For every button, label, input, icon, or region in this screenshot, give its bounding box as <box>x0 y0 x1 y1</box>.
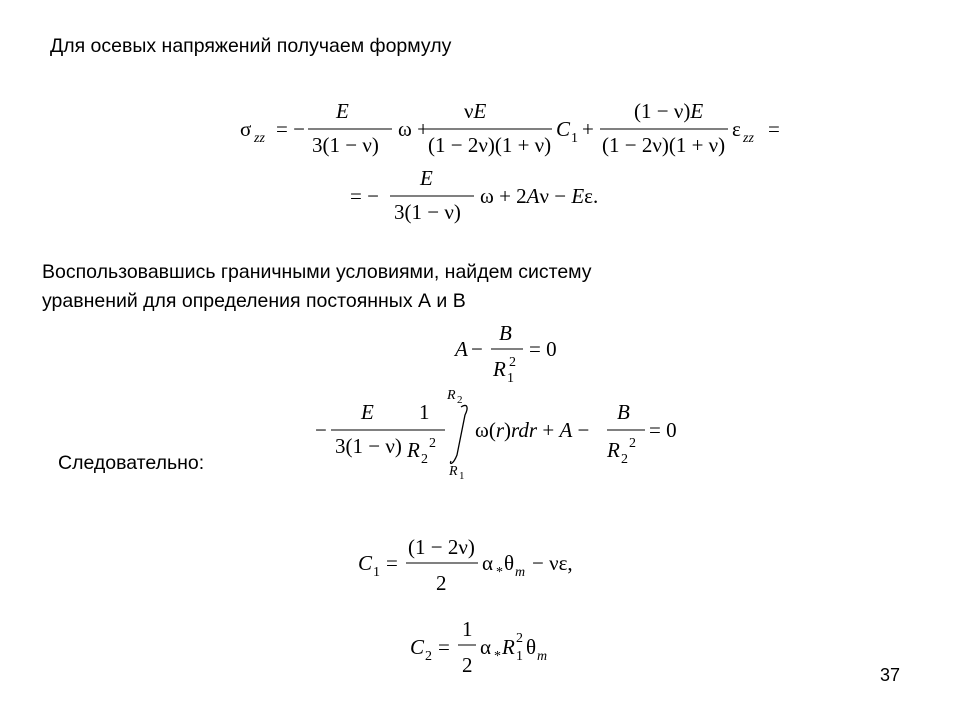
svg-text:1: 1 <box>373 565 380 580</box>
svg-text:R: R <box>493 357 506 381</box>
equation-c2 <box>410 612 580 682</box>
svg-text:− νε,: − νε, <box>532 551 573 575</box>
svg-text:= 0: = 0 <box>529 337 557 361</box>
svg-text:2: 2 <box>621 452 628 467</box>
page-number: 37 <box>880 665 901 685</box>
svg-text:α: α <box>480 635 492 659</box>
svg-text:B: B <box>499 321 512 345</box>
svg-text:−: − <box>471 337 483 361</box>
svg-text:3(1 − ν): 3(1 − ν) <box>335 434 402 458</box>
svg-text:α: α <box>482 551 494 575</box>
svg-text:m: m <box>515 565 526 580</box>
equation-sigma-zz-line1 <box>240 92 800 164</box>
svg-text:R: R <box>502 635 515 659</box>
svg-text:C: C <box>410 635 425 659</box>
svg-text:3(1 − ν): 3(1 − ν) <box>394 200 461 224</box>
svg-text:2: 2 <box>509 355 516 370</box>
svg-text:R: R <box>607 438 620 462</box>
svg-text:ε: ε <box>732 117 741 141</box>
equation-c1 <box>358 528 608 598</box>
equation-boundary-2 <box>315 385 695 481</box>
svg-text:(1 − ν)E: (1 − ν)E <box>634 99 704 123</box>
svg-text:(1 − 2ν): (1 − 2ν) <box>408 535 475 559</box>
svg-text:θ: θ <box>504 551 515 575</box>
svg-text:2: 2 <box>516 631 523 646</box>
svg-text:(1 − 2ν)(1 + ν): (1 − 2ν)(1 + ν) <box>602 133 726 157</box>
svg-text:ω(r)rdr + A −: ω(r)rdr + A − <box>475 418 590 442</box>
svg-text:=: = <box>386 551 398 575</box>
svg-text:2: 2 <box>462 653 473 677</box>
svg-text:=: = <box>768 117 780 141</box>
svg-text:zz: zz <box>254 131 265 146</box>
svg-text:2: 2 <box>629 436 636 451</box>
paragraph-line-2: уравнений для определения постоянных А и В <box>42 290 466 312</box>
svg-text:R: R <box>407 438 420 462</box>
svg-text:1: 1 <box>516 649 523 664</box>
svg-text:ω + 2Aν − Eε.: ω + 2Aν − Eε. <box>480 184 599 208</box>
svg-text:ω +: ω + <box>398 117 429 141</box>
svg-text:R: R <box>449 464 458 479</box>
svg-text:C: C <box>358 551 373 575</box>
svg-text:C: C <box>556 117 571 141</box>
equation-boundary-1 <box>455 322 595 388</box>
svg-text:*: * <box>494 649 501 664</box>
svg-text:3(1 − ν): 3(1 − ν) <box>312 133 379 157</box>
svg-text:= −: = − <box>350 184 379 208</box>
svg-text:σ: σ <box>240 117 252 141</box>
svg-text:B: B <box>617 400 630 424</box>
slide-heading: Для осевых напряжений получаем формулу <box>50 35 452 57</box>
svg-text:1: 1 <box>419 400 430 424</box>
svg-text:θ: θ <box>526 635 537 659</box>
equation-sigma-zz-line2 <box>350 165 620 231</box>
svg-text:2: 2 <box>425 649 432 664</box>
svg-text:2: 2 <box>421 452 428 467</box>
svg-text:νE: νE <box>464 99 487 123</box>
svg-text:= 0: = 0 <box>649 418 677 442</box>
svg-text:+: + <box>582 117 594 141</box>
svg-text:E: E <box>361 400 374 424</box>
svg-text:(1 − 2ν)(1 + ν): (1 − 2ν)(1 + ν) <box>428 133 552 157</box>
svg-text:1: 1 <box>507 371 514 386</box>
svg-text:2: 2 <box>457 394 463 406</box>
svg-text:E: E <box>336 99 349 123</box>
paragraph-line-1: Воспользовавшись граничными условиями, найдем систему <box>42 261 592 283</box>
therefore-label: Следовательно: <box>58 452 205 474</box>
svg-text:*: * <box>496 565 503 580</box>
svg-text:−: − <box>315 418 327 442</box>
svg-text:E: E <box>420 166 433 190</box>
svg-text:1: 1 <box>571 131 578 146</box>
svg-text:A: A <box>455 337 468 361</box>
svg-text:1: 1 <box>462 617 473 641</box>
svg-text:R: R <box>447 388 456 403</box>
svg-text:zz: zz <box>743 131 754 146</box>
svg-text:=: = <box>438 635 450 659</box>
svg-text:m: m <box>537 649 548 664</box>
svg-text:= −: = − <box>276 117 305 141</box>
svg-text:2: 2 <box>429 436 436 451</box>
svg-text:1: 1 <box>459 470 465 482</box>
svg-text:2: 2 <box>436 571 447 595</box>
